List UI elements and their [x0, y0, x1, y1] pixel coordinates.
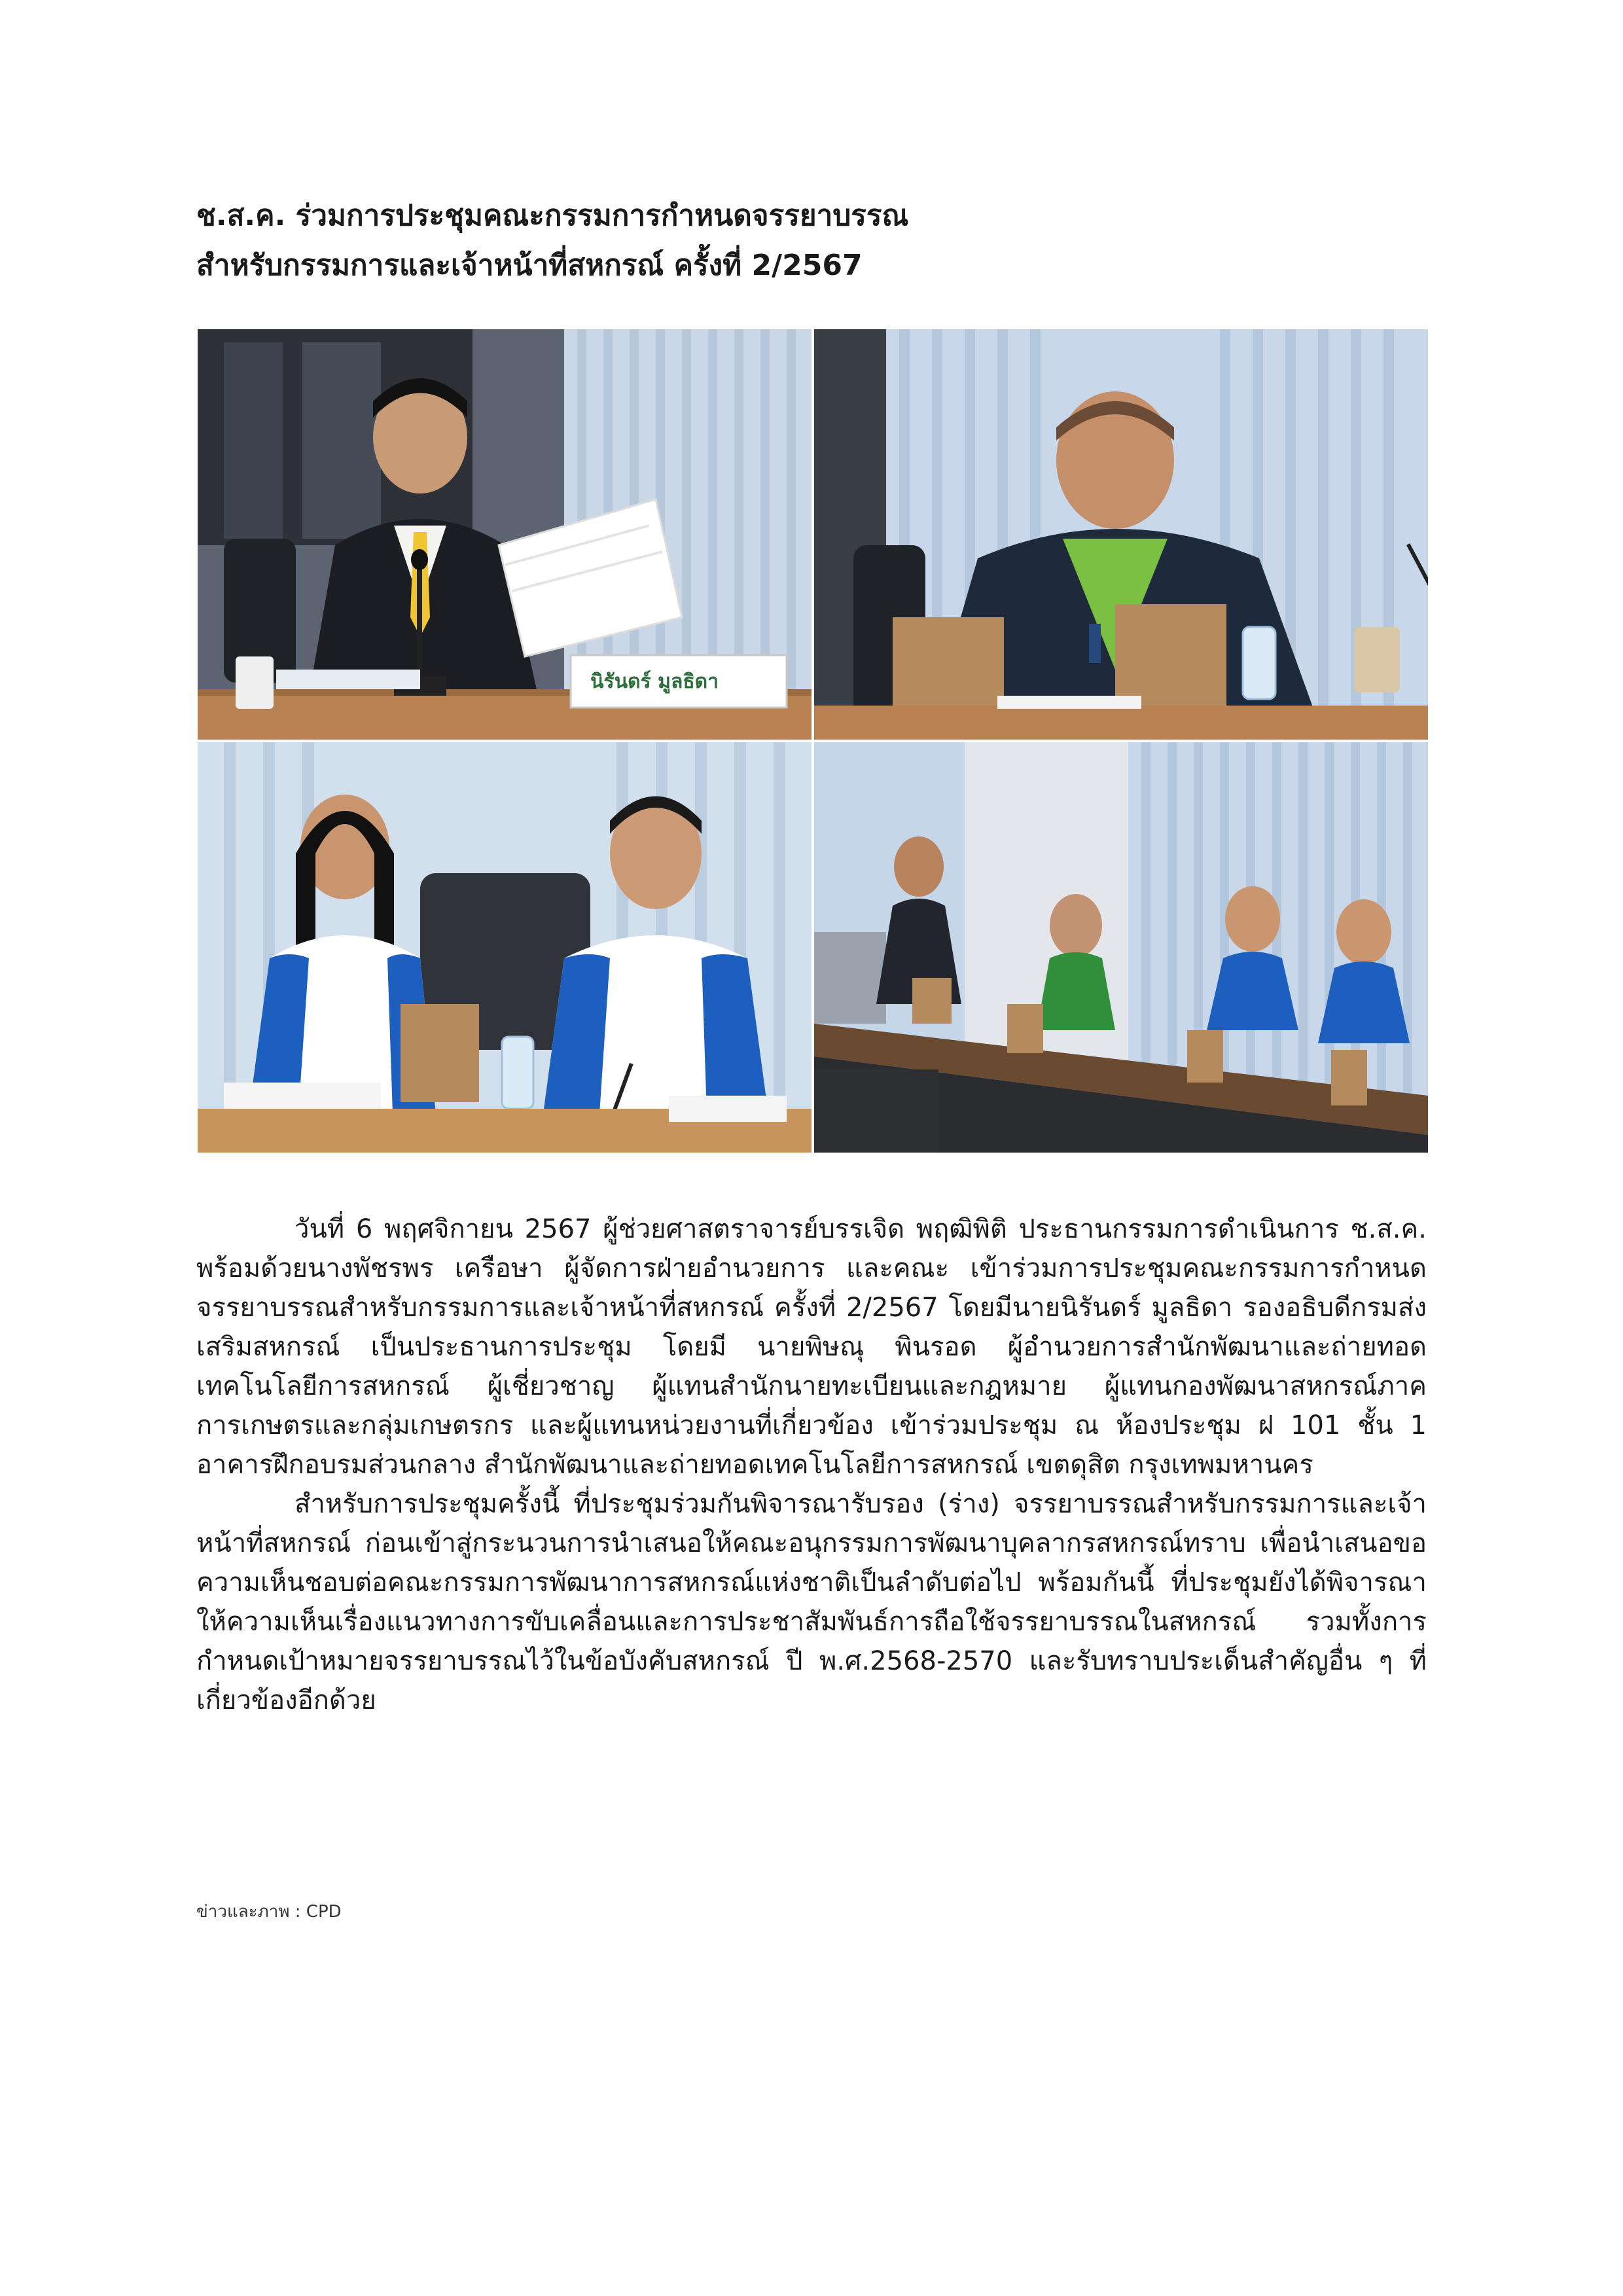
body-paragraph-2: สำหรับการประชุมครั้งนี้ ที่ประชุมร่วมกันพิจารณารับรอง (ร่าง) จรรยาบรรณสำหรับกรรมการและเจ้าหน้าที่สหกรณ์ ก่อนเข้าสู่กระนวนการนำเสนอให้คณะอนุกรรมการพัฒนาบุคลากรสหกรณ์ทราบ เพื่อนำเสนอขอความเห็นชอบต่อคณะกรรมการพัฒนาการสหกรณ์แห่งชาติเป็นลำดับต่อไป พร้อมกันนี้ ที่ประชุมยังได้พิจารณาให้ความเห็นเรื่องแนวทางการขับเคลื่อนและการประชาสัมพันธ์การถือใช้จรรยาบรรณในสหกรณ์ รวมทั้งการกำหนดเป้าหมายจรรยาบรรณไว้ในข้อบังคับสหกรณ์ ปี พ.ศ.2568-2570 และรับทราบประเด็นสำคัญอื่น ๆ ที่เกี่ยวข้องอีกด้วย [196, 1489, 1427, 1715]
photo-two-staff-members [198, 742, 812, 1153]
photo-credit: ข่าวและภาพ : CPD [196, 1902, 342, 1922]
body-paragraph-1: วันที่ 6 พฤศจิกายน 2567 ผู้ช่วยศาสตราจารย์บรรเจิด พฤฒิพิติ ประธานกรรมการดำเนินการ ช.ส.ค. พร้อมด้วยนางพัชรพร เครือษา ผู้จัดการฝ่ายอำนวยการ และคณะ เข้าร่วมการประชุมคณะกรรมการกำหนดจรรยาบรรณสำหรับกรรมการและเจ้าหน้าที่สหกรณ์ ครั้งที่ 2/2567 โดยมีนายนิรันดร์ มูลธิดา รองอธิบดีกรมส่งเสริมสหกรณ์ เป็นประธานการประชุม โดยมี นายพิษณุ พินรอด ผู้อำนวยการสำนักพัฒนาและถ่ายทอดเทคโนโลยีการสหกรณ์ ผู้เชี่ยวชาญ ผู้แทนสำนักนายทะเบียนและกฎหมาย ผู้แทนกองพัฒนาสหกรณ์ภาคการเกษตรและกลุ่มเกษตรกร และผู้แทนหน่วยงานที่เกี่ยวข้อง เข้าร่วมประชุม ณ ห้องประชุม ฝ 101 ชั้น 1 อาคารฝึกอบรมส่วนกลาง สำนักพัฒนาและถ่ายทอดเทคโนโลยีการสหกรณ์ เขตดุสิต กรุงเทพมหานคร [196, 1214, 1427, 1480]
photo-committee-member-reading [814, 329, 1428, 740]
heading-line-1: ช.ส.ค. ร่วมการประชุมคณะกรรมการกำหนดจรรยาบรรณ [196, 199, 909, 232]
name-plate-text: นิรันดร์ มูลธิดา [590, 670, 719, 693]
heading-line-2: สำหรับกรรมการและเจ้าหน้าที่สหกรณ์ ครั้งที่ 2/2567 [196, 249, 863, 282]
photo-grid [198, 329, 1428, 1153]
article-heading [196, 191, 1440, 291]
photo-speaker-with-nameplate [198, 329, 812, 740]
photo-meeting-table [814, 742, 1428, 1153]
article-body [196, 1210, 1427, 1720]
